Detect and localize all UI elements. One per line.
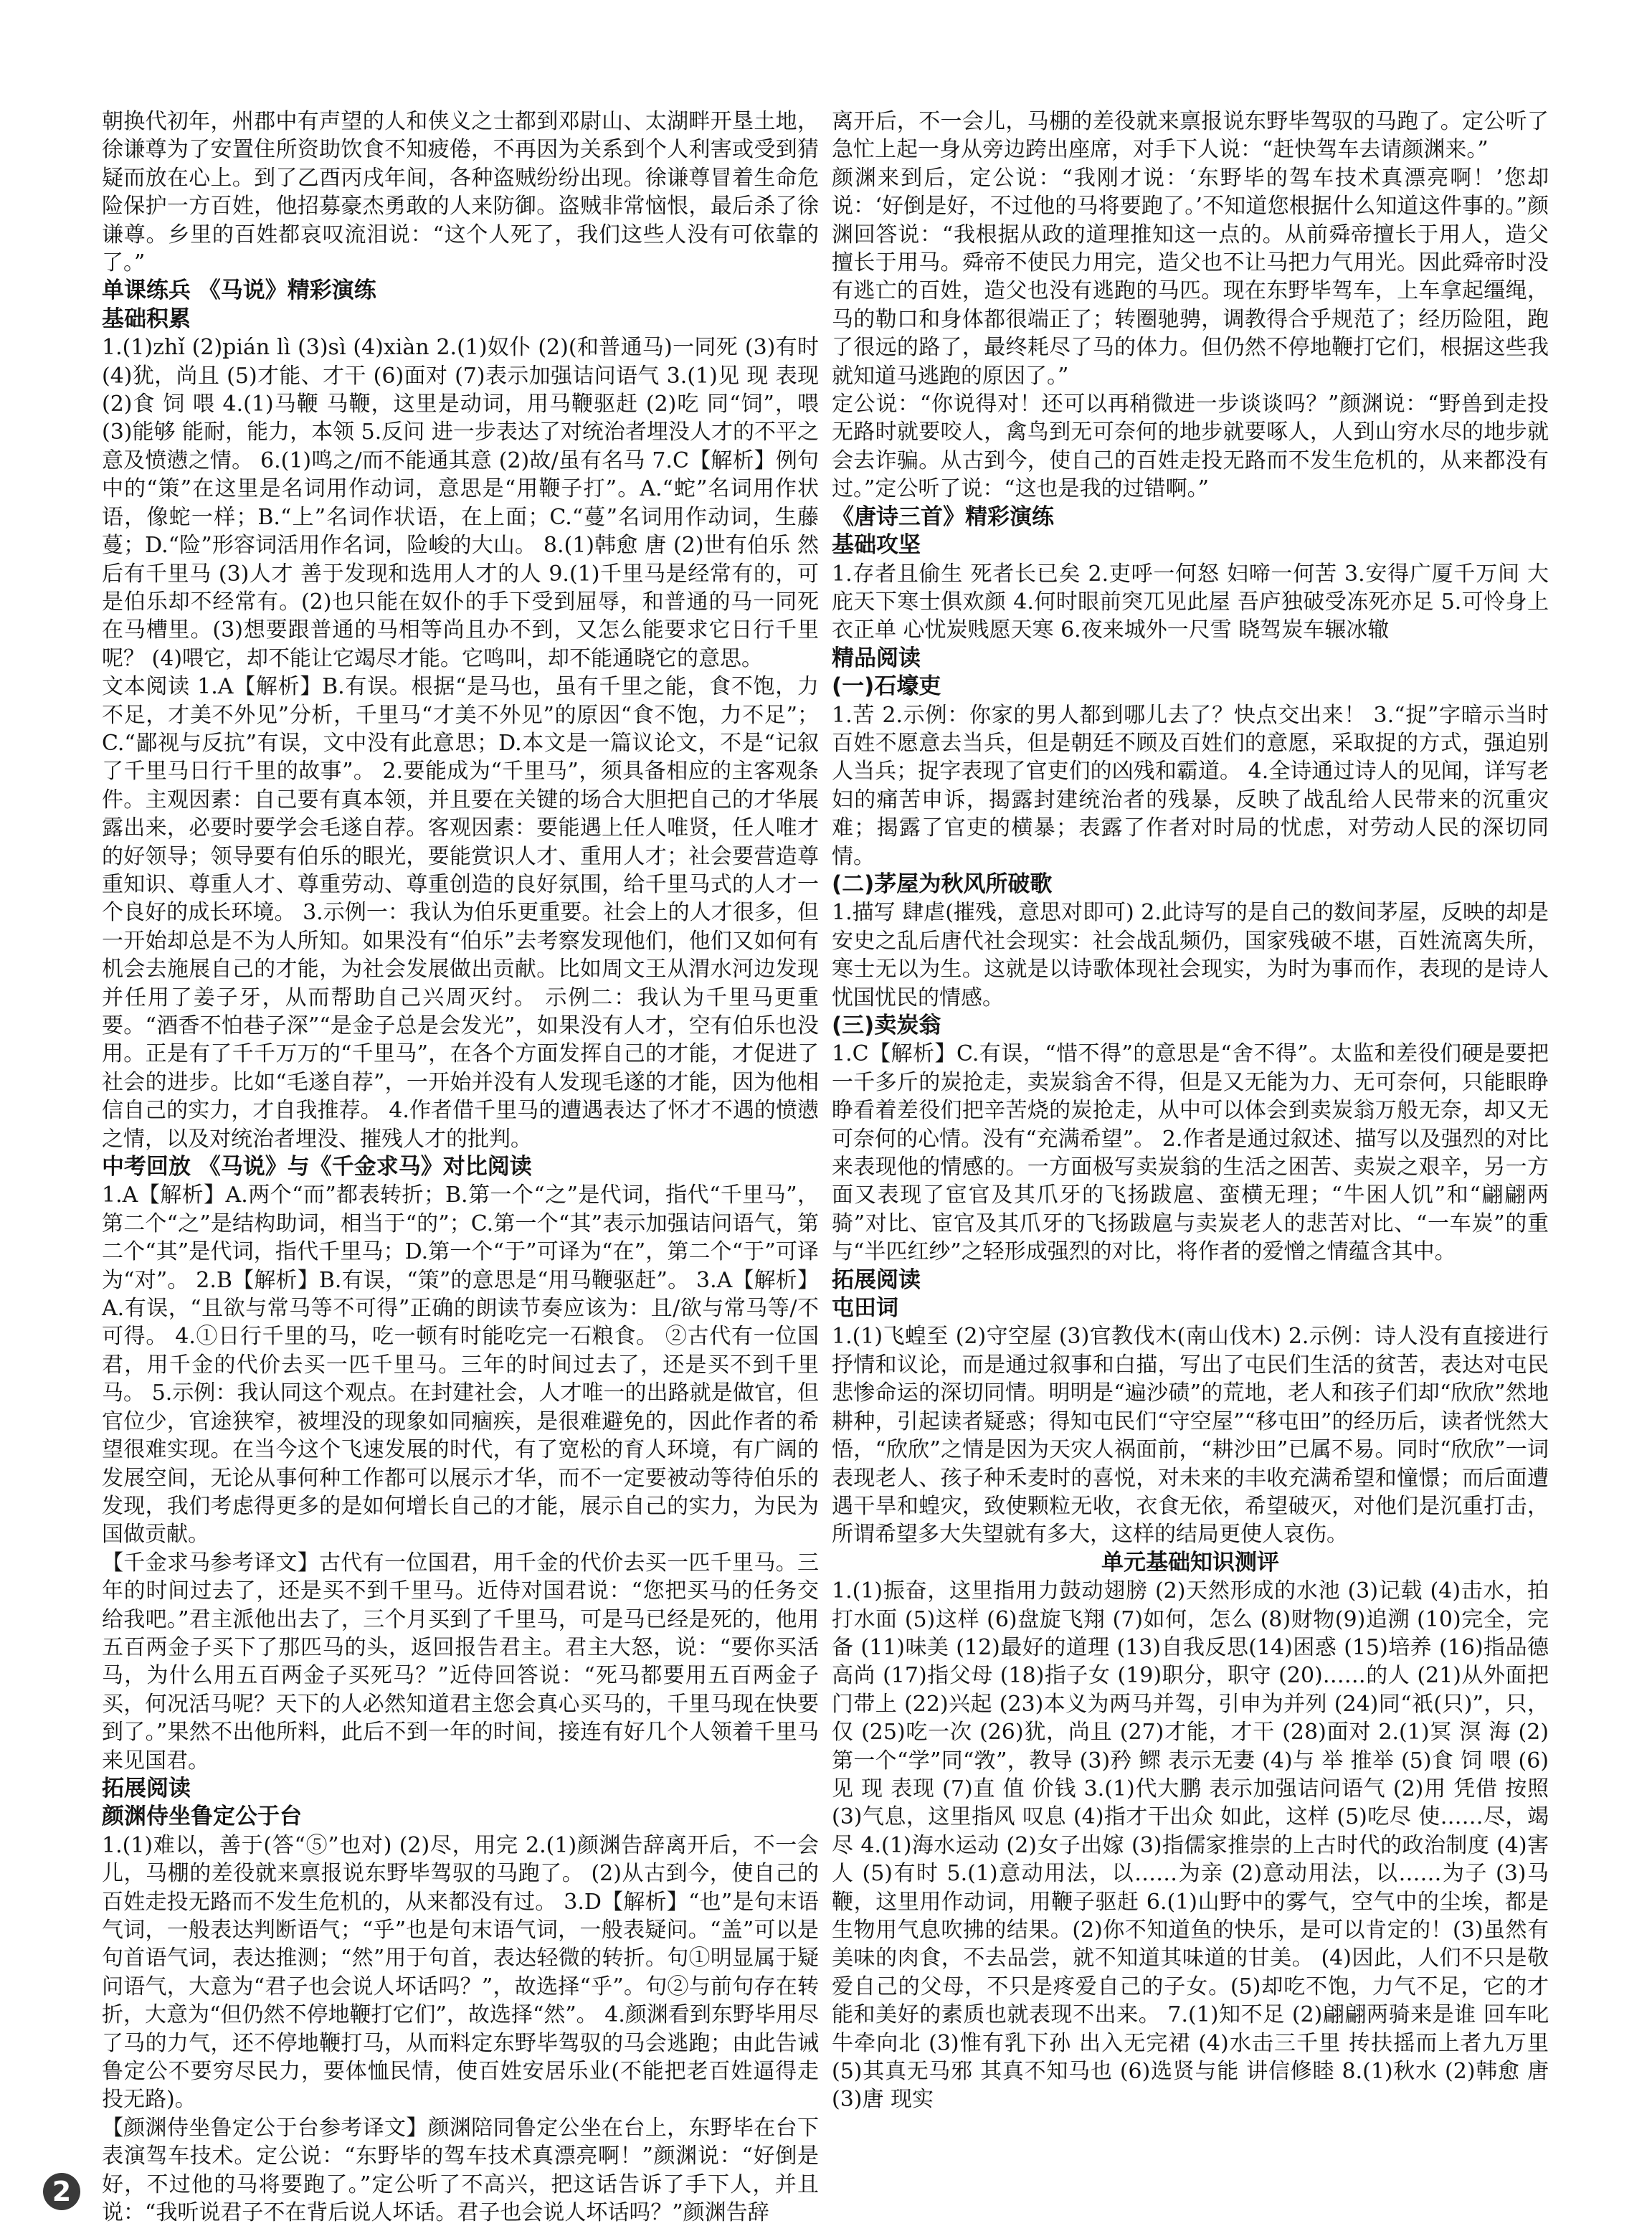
paragraph-right-12: 1.C【解析】C.有误，“惜不得”的意思是“舍不得”。太监和差役们硬是要把一千多斤的炭抢走，卖炭翁舍不得，但是又无能为力、无可奈何，只能眼睁睁看着差役们把辛苦烧的炭抢走，从中可以体会到卖炭翁万般无奈，却又无可奈何的心情。没有“充满希望”。 2.作者是通过叙述、描写以及强烈的对比来表现他的情感的。一方面极写卖炭翁的生活之困苦、卖炭之艰辛，另一方面又表现了宦官及其爪牙的飞扬跋扈、蛮横无理；“牛困人饥”和“翩翩两骑”对比、宦官及其爪牙的飞扬跋扈与卖炭老人的悲苦对比、“一车炭”的重与“半匹红纱”之轻形成强烈的对比，将作者的爱憎之情蕴含其中。 bbox=[832, 1041, 1549, 1265]
paragraph-right-15: 1.(1)飞蝗至 (2)守空屋 (3)官教伐木(南山伐木) 2.示例：诗人没有直接进行抒情和议论，而是通过叙事和白描，写出了屯民们生活的贫苦，表达对屯民悲惨命运的深切同情。明明是“遍沙碛”的荒地，老人和孩子们却“欣欣”然地耕种，引起读者疑惑；得知屯民们“守空屋”“移屯田”的经历后，读者恍然大悟，“欣欣”之情是因为天灾人祸面前，“耕沙田”已属不易。同时“欣欣”一词表现老人、孩子种禾麦时的喜悦，对未来的丰收充满希望和憧憬；而后面遭遇干旱和蝗灾，致使颗粒无收，衣食无依，希望破灭，对他们是沉重打击，所谓希望多大失望就有多大，这样的结局更使人哀伤。 bbox=[832, 1324, 1549, 1548]
section-heading-left-1: 单课练兵 《马说》精彩演练 bbox=[102, 278, 376, 304]
paragraph-left-6: 1.A【解析】A.两个“而”都表转折；B.第一个“之”是代词，指代“千里马”，第二个“之”是结构助词，相当于“的”；C.第一个“其”表示加强诘问语气，第二个“其”是代词，指代千里马；D.第一个“于”可译为“在”，第二个“于”可译为“对”。 2.B【解析】B.有误，“策”的意思是“用马鞭驱赶”。 3.A【解析】A.有误，“且欲与常马等不可得”正确的朗读节奏应该为：且/欲与常马等/不可得。 4.①日行千里的马，吃一顿有时能吃完一石粮食。 ②古代有一位国君，用千金的代价去买一匹千里马。三年的时间过去了，还是买不到千里马。 5.示例：我认同这个观点。在封建社会，人才唯一的出路就是做官，但官位少，官途狭窄，被埋没的现象如同痼疾，是很难避免的，因此作者的希望很难实现。在当今这个飞速发展的时代，有了宽松的育人环境，有广阔的发展空间，无论从事何种工作都可以展示才华，而不一定要被动等待伯乐的发现，我们考虑得更多的是如何增长自己的才能，展示自己的实力，为民为国做贡献。 bbox=[102, 1183, 819, 1548]
section-heading-left-8: 拓展阅读 bbox=[102, 1775, 191, 1801]
paragraph-left-10: 1.(1)难以，善于(答“⑤”也对) (2)尽，用完 2.(1)颜渊告辞离开后，不一会儿，马棚的差役就来禀报说东野毕驾驭的马跑了。 (2)从古到今，使自己的百姓走投无路而不发生危机的，从来都没有过。 3.D【解析】“也”是句末语气词，一般表达判断语气；“乎”也是句末语气词，一般表疑问。“盖”可以是句首语气词，表达推测；“然”用于句首，表达轻微的转折。句①明显属于疑问语气，大意为“君子也会说人坏话吗？”，故选择“乎”。句②与前句存在转折，大意为“但仍然不停地鞭打它们”，故选择“然”。 4.颜渊看到东野毕用尽了马的力气，还不停地鞭打马，从而料定东野毕驾驭的马会逃跑；由此告诫鲁定公不要穷尽民力，要体恤民情，使百姓安居乐业(不能把老百姓逼得走投无路)。 bbox=[102, 1832, 819, 2113]
paragraph-right-2: 定公说：“你说得对！还可以再稍微进一步谈谈吗？”颜渊说：“野兽到走投无路时就要咬人，禽鸟到无可奈何的地步就要啄人，人到山穷水尽的地步就会去诈骗。从古到今，使自己的百姓走投无路而不发生危机的，从来都没有过。”定公听了说：“这也是我的过错啊。” bbox=[832, 392, 1549, 502]
section-heading-right-9: (二)茅屋为秋风所破歌 bbox=[832, 871, 1053, 897]
section-heading-right-3: 《唐诗三首》精彩演练 bbox=[832, 503, 1054, 530]
section-heading-left-9: 颜渊侍坐鲁定公于台 bbox=[102, 1804, 302, 1830]
paragraph-left-0: 朝换代初年，州郡中有声望的人和侠义之士都到邓尉山、太湖畔开垦土地，徐谦尊为了安置住所资助饮食不知疲倦，不再因为关系到个人利害或受到猜疑而放在心上。到了乙酉丙戌年间，各种盗贼纷纷出现。徐谦尊冒着生命危险保护一方百姓，他招募豪杰勇敢的人来防御。盗贼非常恼恨，最后杀了徐谦尊。乡里的百姓都哀叹流泪说：“这个人死了，我们这些人没有可依靠的了。” bbox=[102, 109, 819, 276]
section-heading-left-5: 中考回放 《马说》与《千金求马》对比阅读 bbox=[102, 1154, 532, 1180]
section-heading-right-14: 屯田词 bbox=[832, 1295, 898, 1322]
section-heading-right-7: (一)石壕吏 bbox=[832, 673, 941, 700]
right-column bbox=[832, 108, 1549, 2202]
paragraph-right-1: 颜渊来到后，定公说：“我刚才说：‘东野毕的驾车技术真漂亮啊！’您却说：‘好倒是好，不过他的马将要跑了。’不知道您根据什么知道这件事的。”颜渊回答说：“我根据从政的道理推知这一点的。从前舜帝擅长于用人，造父擅长于用马。舜帝不使民力用完，造父也不让马把力气用光。因此舜帝时没有逃亡的百姓，造父也没有逃跑的马匹。现在东野毕驾车，上车拿起缰绳，马的勒口和身体都很端正了；转圈驰骋，调教得合乎规范了；经历险阻，跑了很远的路了，最终耗尽了马的体力。但仍然不停地鞭打它们，根据这些我就知道马逃跑的原因了。” bbox=[832, 165, 1549, 389]
paragraph-right-17: 1.(1)振奋，这里指用力鼓动翅膀 (2)天然形成的水池 (3)记载 (4)击水，拍打水面 (5)这样 (6)盘旋飞翔 (7)如何，怎么 (8)财物(9)追溯 (10)完全，完备 (11)味美 (12)最好的道理 (13)自我反思(14)困惑 (15)培养 (16)指品德高尚 (17)指父母 (18)指子女 (19)职分，职守 (20)……的人 (21)从外面把门带上 (22)兴起 (23)本义为两马并驾，引申为并列 (24)同“祇(只)”，只，仅 (25)吃一次 (26)犹，尚且 (27)才能，才干 (28)面对 2.(1)冥 溟 海 (2)第一个“学”同“敩”，教导 (3)矜 鳏 表示无妻 (4)与 举 推举 (5)食 饲 喂 (6)见 现 表现 (7)直 值 价钱 3.(1)代大鹏 表示加强诘问语气 (2)用 凭借 按照 (3)气息，这里指风 叹息 (4)指才干出众 如此，这样 (5)吃尽 使……尽，竭尽 4.(1)海水运动 (2)女子出嫁 (3)指儒家推崇的上古时代的政治制度 (4)害人 (5)有时 5.(1)意动用法，以……为亲 (2)意动用法，以……为子 (3)马鞭，这里用作动词，用鞭子驱赶 6.(1)山野中的雾气，空气中的尘埃，都是生物用气息吹拂的结果。(2)你不知道鱼的快乐，是可以肯定的！(3)虽然有美味的肉食，不去品尝，就不知道其味道的甘美。 (4)因此，人们不只是敬爱自己的父母，不只是疼爱自己的子女。(5)却吃不饱，力气不足，它的才能和美好的素质也就表现不出来。 7.(1)知不足 (2)翩翩两骑来是谁 回车叱牛牵向北 (3)惟有乳下孙 出入无完裙 (4)水击三千里 抟扶摇而上者九万里 (5)其真无马邪 其真不知马也 (6)选贤与能 讲信修睦 8.(1)秋水 (2)韩愈 唐 (3)唐 现实 bbox=[832, 1578, 1549, 2113]
section-heading-right-6: 精品阅读 bbox=[832, 645, 921, 671]
paragraph-right-5: 1.存者且偷生 死者长已矣 2.吏呼一何怒 妇啼一何苦 3.安得广厦千万间 大庇天下寒士俱欢颜 4.何时眼前突兀见此屋 吾庐独破受冻死亦足 5.可怜身上衣正单 心忧炭贱愿天寒 6.夜来城外一尺雪 晓驾炭车辗冰辙 bbox=[832, 561, 1549, 643]
section-heading-right-16: 单元基础知识测评 bbox=[1101, 1549, 1279, 1576]
section-heading-right-11: (三)卖炭翁 bbox=[832, 1013, 941, 1038]
section-heading-right-4: 基础攻坚 bbox=[832, 532, 921, 559]
paragraph-left-3: 1.(1)zhǐ (2)pián lì (3)sì (4)xiàn 2.(1)奴仆 (2)(和普通马)一同死 (3)有时 (4)犹，尚且 (5)才能、才干 (6)面对 (7)表示加强诘问语气 3.(1)见 现 表现 (2)食 饲 喂 4.(1)马鞭 马鞭，这里是动词，用马鞭驱赶 (2)吃 同“饲”，喂 (3)能够 能耐，能力，本领 5.反问 进一步表达了对统治者埋没人才的不平之意及愤懑之情。 6.(1)鸣之/而不能通其意 (2)故/虽有名马 7.C【解析】例句中的“策”在这里是名词用作动词，意思是“用鞭子打”。A.“蛇”名词用作状语，像蛇一样；B.“上”名词作状语，在上面；C.“蔓”名词用作动词，生藤蔓；D.“险”形容词活用作名词，险峻的大山。 8.(1)韩愈 唐 (2)世有伯乐 然后有千里马 (3)人才 善于发现和选用人才的人 9.(1)千里马是经常有的，可是伯乐却不经常有。(2)也只能在奴仆的手下受到屈辱，和普通的马一同死在马槽里。(3)想要跟普通的马相等尚且办不到，又怎么能要求它日行千里呢？ (4)喂它，却不能让它竭尽才能。它鸣叫，却不能通晓它的意思。 bbox=[102, 335, 819, 671]
paragraph-right-10: 1.描写 肆虐(摧残，意思对即可) 2.此诗写的是自己的数间茅屋，反映的却是安史之乱后唐代社会现实：社会战乱频仍，国家残破不堪，百姓流离失所，寒士无以为生。这就是以诗歌体现社会现实，为时为事而作，表现的是诗人忧国忧民的情感。 bbox=[832, 900, 1549, 1010]
paragraph-right-0: 离开后，不一会儿，马棚的差役就来禀报说东野毕驾驭的马跑了。定公听了急忙上起一身从旁边跨出座席，对手下人说：“赶快驾车去请颜渊来。” bbox=[832, 109, 1549, 163]
section-heading-left-2: 基础积累 bbox=[102, 305, 191, 332]
paragraph-left-4: 文本阅读 1.A【解析】B.有误。根据“是马也，虽有千里之能，食不饱，力不足，才美不外见”分析，千里马“才美不外见”的原因“食不饱，力不足”；C.“鄙视与反抗”有误，文中没有此意思；D.本文是一篇议论文，不是“记叙了千里马日行千里的故事”。 2.要能成为“千里马”，须具备相应的主客观条件。主观因素：自己要有真本领，并且要在关键的场合大胆把自己的才华展露出来，必要时要学会毛遂自荐。客观因素：要能遇上任人唯贤，任人唯才的好领导；领导要有伯乐的眼光，要能赏识人才、重用人才；社会要营造尊重知识、尊重人才、尊重劳动、尊重创造的良好氛围，给千里马式的人才一个良好的成长环境。 3.示例一：我认为伯乐更重要。社会上的人才很多，但一开始却总是不为人所知。如果没有“伯乐”去考察发现他们，他们又如何有机会去施展自己的才能，为社会发展做出贡献。比如周文王从渭水河边发现并任用了姜子牙，从而帮助自己兴周灭纣。 示例二：我认为千里马更重要。“酒香不怕巷子深”“是金子总是会发光”，如果没有人才，空有伯乐也没用。正是有了千千万万的“千里马”，在各个方面发挥自己的才能，才促进了社会的进步。比如“毛遂自荐”，一开始并没有人发现毛遂的才能，因为他相信自己的实力，才自我推荐。 4.作者借千里马的遭遇表达了怀才不遇的愤懑之情，以及对统治者埋没、摧残人才的批判。 bbox=[102, 674, 819, 1152]
section-heading-right-13: 拓展阅读 bbox=[832, 1266, 921, 1293]
page-number: 2 bbox=[43, 2173, 80, 2210]
paragraph-right-8: 1.苦 2.示例：你家的男人都到哪儿去了？快点交出来！ 3.“捉”字暗示当时百姓不愿意去当兵，但是朝廷不顾及百姓们的意愿，采取捉的方式，强迫别人当兵；捉字表现了官吏们的凶残和霸道。 4.全诗通过诗人的见闻，详写老妇的痛苦申诉，揭露封建统治者的残暴，反映了战乱给人民带来的沉重灾难；揭露了官吏的横暴；表露了作者对时局的忧虑，对劳动人民的深切同情。 bbox=[832, 702, 1549, 869]
paragraph-left-11: 【颜渊侍坐鲁定公于台参考译文】颜渊陪同鲁定公坐在台上，东野毕在台下表演驾车技术。定公说：“东野毕的驾车技术真漂亮啊！”颜渊说：“好倒是好，不过他的马将要跑了。”定公听了不高兴，把这话告诉了手下人，并且说：“我听说君子不在背后说人坏话。君子也会说人坏话吗？”颜渊告辞 bbox=[102, 2115, 819, 2226]
left-column bbox=[102, 108, 819, 2226]
paragraph-left-7: 【千金求马参考译文】古代有一位国君，用千金的代价去买一匹千里马。三年的时间过去了，还是买不到千里马。近侍对国君说：“您把买马的任务交给我吧。”君主派他出去了，三个月买到了千里马，可是马已经是死的，他用五百两金子买下了那匹马的头，返回报告君主。君主大怒，说：“要你买活马，为什么用五百两金子买死马？”近侍回答说：“死马都要用五百两金子买，何况活马呢？天下的人必然知道君主您会真心买马的，千里马现在快要到了。”果然不出他所料，此后不到一年的时间，接连有好几个人领着千里马来见国君。 bbox=[102, 1550, 819, 1773]
